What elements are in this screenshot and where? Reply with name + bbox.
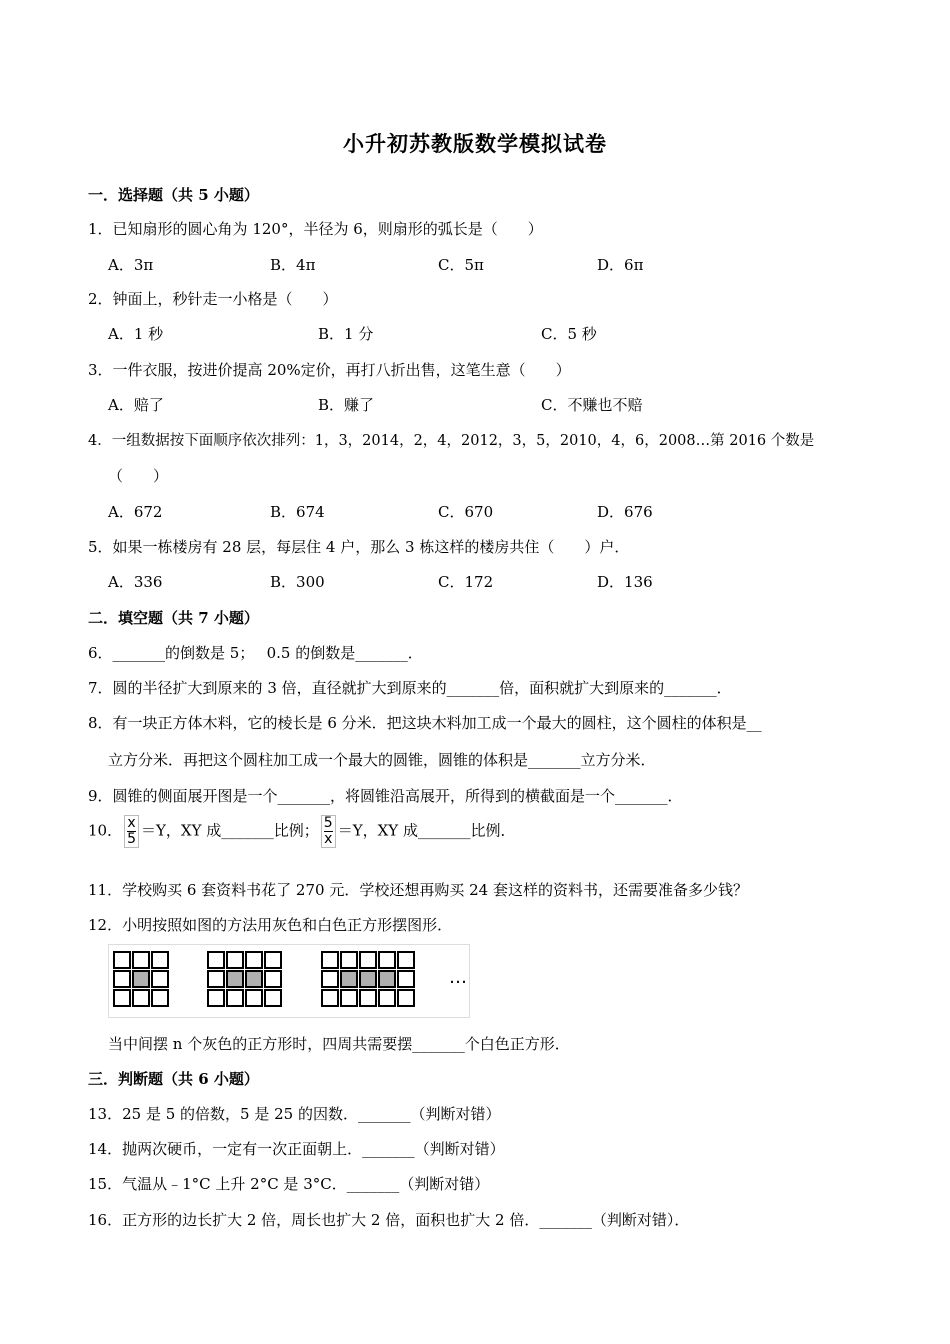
question-10 [88,815,515,848]
question-12-line2: 当中间摆 n 个灰色的正方形时，四周共需要摆_______个白色正方形． [108,1035,570,1053]
q10-fraction-1 [124,815,139,848]
white-square [245,951,263,969]
q1-option-c: C．5π [438,256,484,274]
question-9: 9．圆锥的侧面展开图是一个_______，将圆锥沿高展开，所得到的横截面是一个_______． [88,787,683,805]
question-8: 8．有一块正方体木料，它的棱长是 6 分米．把这块木料加工成一个最大的圆柱，这个圆柱的体积是__ [88,714,762,732]
white-square [340,951,358,969]
white-square [340,989,358,1007]
white-square [378,951,396,969]
white-square [113,970,131,988]
question-13: 13．25 是 5 的倍数，5 是 25 的因数．_______（判断对错） [88,1105,501,1123]
q1-option-a: A．3π [108,256,154,274]
question-12: 12．小明按照如图的方法用灰色和白色正方形摆图形． [88,916,453,934]
q1-option-b: B．4π [270,256,316,274]
q10-suffix: ＝Y，XY 成_______比例． [337,821,516,840]
gray-square [378,970,396,988]
q5-option-d: D．136 [597,573,653,591]
q2-option-b: B．1 分 [318,325,374,343]
square-pattern-figure [108,944,470,1018]
page-title: 小升初苏教版数学模拟试卷 [343,131,607,156]
white-square [132,989,150,1007]
question-6: 6．_______的倒数是 5； 0.5 的倒数是_______． [88,644,423,662]
white-square [321,989,339,1007]
q10-frac2-denominator: x [324,831,333,847]
q5-option-c: C．172 [438,573,494,591]
white-square [226,951,244,969]
question-16: 16．正方形的边长扩大 2 倍，周长也扩大 2 倍，面积也扩大 2 倍．_______（判断对错）． [88,1211,690,1229]
question-4: 4．一组数据按下面顺序依次排列：1，3，2014，2，4，2012，3，5，2010，4，6，2008…第 2016 个数是 [88,433,815,449]
q5-option-a: A．336 [108,573,163,591]
white-square [245,989,263,1007]
white-square [378,989,396,1007]
q2-option-c: C．5 秒 [541,325,597,343]
white-square [207,989,225,1007]
q10-fraction-2 [321,815,336,848]
pattern-ellipsis: … [449,967,467,988]
white-square [397,951,415,969]
gray-square [132,970,150,988]
gray-square [226,970,244,988]
white-square [264,970,282,988]
question-5: 5．如果一栋楼房有 28 层，每层住 4 户，那么 3 栋这样的楼房共住（ ）户． [88,538,630,556]
white-square [264,989,282,1007]
question-11: 11．学校购买 6 套资料书花了 270 元．学校还想再购买 24 套这样的资料书，还需要准备多少钱？ [88,881,748,899]
white-square [132,951,150,969]
q2-option-a: A．1 秒 [108,325,164,343]
q4-option-d: D．676 [597,503,653,521]
q4-option-a: A．672 [108,503,163,521]
white-square [207,970,225,988]
section-heading-judge: 三．判断题（共 6 小题） [88,1070,259,1088]
question-8-line2: 立方分米．再把这个圆柱加工成一个最大的圆锥，圆锥的体积是_______立方分米． [108,751,656,769]
section-heading-choice: 一．选择题（共 5 小题） [88,186,259,204]
q1-option-d: D．6π [597,256,644,274]
white-square [321,970,339,988]
question-3: 3．一件衣服，按进价提高 20%定价，再打八折出售，这笔生意（ ） [88,361,571,379]
white-square [113,989,131,1007]
white-square [397,989,415,1007]
q10-middle: ＝Y，XY 成_______比例； [141,821,319,840]
white-square [113,951,131,969]
white-square [359,951,377,969]
white-square [151,951,169,969]
q10-frac1-numerator: x [127,815,136,831]
white-square [359,989,377,1007]
white-square [264,951,282,969]
white-square [207,951,225,969]
q3-option-a: A．赔了 [108,396,164,414]
question-15: 15．气温从﹣1°C 上升 2°C 是 3°C．_______（判断对错） [88,1175,490,1193]
gray-square [245,970,263,988]
q10-frac2-numerator: 5 [323,815,333,831]
section-heading-fill: 二．填空题（共 7 小题） [88,609,259,627]
q3-option-c: C．不赚也不赔 [541,396,643,414]
q10-prefix: 10． [88,821,123,840]
gray-square [359,970,377,988]
q4-option-b: B．674 [270,503,325,521]
white-square [321,951,339,969]
question-1: 1．已知扇形的圆心角为 120°，半径为 6，则扇形的弧长是（ ） [88,220,543,238]
question-14: 14．抛两次硬币，一定有一次正面朝上．_______（判断对错） [88,1140,505,1158]
gray-square [340,970,358,988]
q4-option-c: C．670 [438,503,494,521]
white-square [151,989,169,1007]
white-square [226,989,244,1007]
q3-option-b: B．赚了 [318,396,375,414]
white-square [397,970,415,988]
question-4-blank: （ ） [108,467,169,485]
q10-frac1-denominator: 5 [127,831,137,847]
white-square [151,970,169,988]
question-2: 2．钟面上，秒针走一小格是（ ） [88,290,338,308]
q5-option-b: B．300 [270,573,325,591]
question-7: 7．圆的半径扩大到原来的 3 倍，直径就扩大到原来的_______倍，面积就扩大到原来的_______． [88,679,732,697]
